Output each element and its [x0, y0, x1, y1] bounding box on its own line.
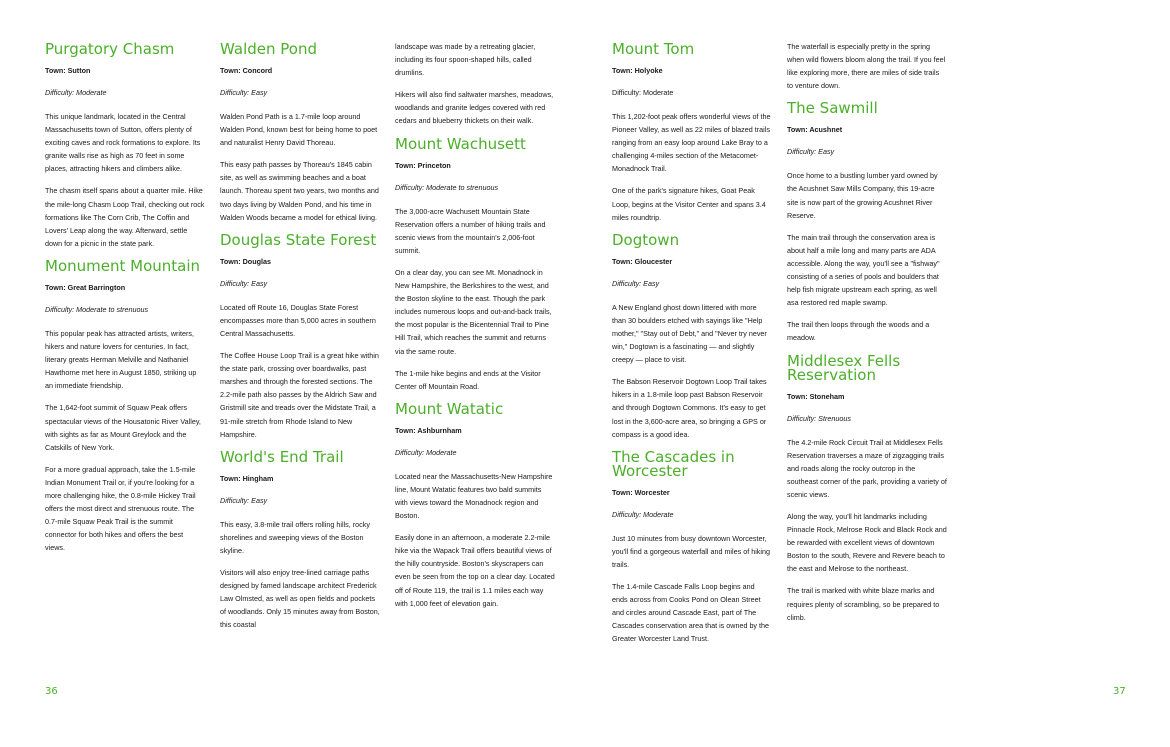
body-paragraph: Along the way, you'll hit landmarks including Pinnacle Rock, Melrose Rock and Black Rock and be rewarded with excellent views of downtown Boston to the south, Revere and Revere beach to the east and Melrose to the northeast.	[787, 511, 947, 574]
trail-title: Mount Wachusett	[395, 134, 526, 153]
trail-section	[220, 42, 380, 224]
trail-difficulty: Difficulty: Moderate to strenuous	[45, 304, 149, 314]
trail-title: Mount Watatic	[395, 399, 504, 418]
trail-title: Monument Mountain	[45, 256, 201, 275]
trail-town: Town: Sutton	[45, 66, 91, 75]
body-paragraph: A New England ghost down littered with more than 30 boulders etched with sayings like "Help mother," "Stay out of Debt," and "Never try never win," Dogtown is a fascinating — and slightly creepy — place to visit.	[612, 302, 767, 365]
trail-town: Town: Douglas	[220, 256, 271, 266]
body-paragraph: This easy path passes by Thoreau's 1845 cabin site, as well as swimming beaches and a boat launch. Thoreau spent two years, two months and two days living by Walden Pond, and his time in Walden Woods became a model for ethical living.	[220, 160, 379, 222]
trail-title: The Cascades in Worcester	[612, 447, 735, 480]
trail-title: Purgatory Chasm	[45, 40, 175, 58]
trail-section	[45, 42, 205, 250]
body-paragraph: For a more gradual approach, take the 1.5-mile Indian Monument Trail or, if you're looking for a more challenging hike, the 0.8-mile Hickey Trail offers the most direct and strenuous route. The 0.7-mile Squaw Peak Trail is the summit connector for both hikes and offers the best views.	[45, 464, 196, 553]
trail-section	[395, 134, 555, 393]
trail-difficulty: Difficulty: Easy	[787, 147, 835, 157]
trail-town: Town: Concord	[220, 66, 273, 75]
trail-difficulty: Difficulty: Easy	[612, 278, 660, 288]
trail-difficulty: Difficulty: Strenuous	[787, 413, 851, 423]
trail-title: Walden Pond	[220, 40, 317, 58]
trail-difficulty: Difficulty: Easy	[220, 278, 268, 288]
body-paragraph: This 1,202-foot peak offers wonderful views of the Pioneer Valley, as well as 22 miles of blazed trails ranging from an easy loop around Lake Bray to a challenging 4-miles section of the Metacomet-Monadnock Trail.	[612, 112, 771, 174]
trail-title: Dogtown	[612, 230, 680, 249]
body-paragraph: One of the park's signature hikes, Goat Peak Loop, begins at the Visitor Center and spans 3.4 miles roundtrip.	[612, 186, 766, 222]
text-column	[612, 40, 772, 654]
body-paragraph: The chasm itself spans about a quarter mile. Hike the mile-long Chasm Loop Trail, checking out rock formations like The Corn Crib, The Coffin and Lovers' Leap along the way. Afterward, settle down for a picnic in the state park.	[45, 186, 205, 248]
body-paragraph: Hikers will also find saltwater marshes, meadows, woodlands and granite ledges covered with red cedars and blueberry thickets on their walk.	[395, 90, 554, 126]
body-paragraph: Walden Pond Path is a 1.7-mile loop around Walden Pond, known best for being home to poet and naturalist Henry David Thoreau.	[220, 112, 378, 148]
body-paragraph: This popular peak has attracted artists, writers, hikers and nature lovers for centuries. In fact, literary greats Herman Melville and Nathaniel Hawthorne met here in August 1850, striking up an immediate friendship.	[45, 328, 197, 391]
body-paragraph: The 4.2-mile Rock Circuit Trail at Middlesex Fells Reservation traverses a maze of zigzagging trails and roads along the rocky outcrop in the southeast corner of the park, providing a variety of scenic views.	[787, 437, 947, 499]
body-paragraph: The waterfall is especially pretty in the spring when wild flowers bloom along the trail. If you feel like exploring more, there are miles of side trails to venture down.	[787, 42, 946, 91]
trail-section	[612, 42, 772, 224]
page-number: 37	[1113, 686, 1126, 697]
body-paragraph: The Babson Reservoir Dogtown Loop Trail takes hikers in a 1.8-mile loop past Babson Reservoir and through Dogtown Commons. It's easy to get lost in the 3,600-acre area, so bringing a GPS or compass is a good idea.	[612, 377, 767, 439]
body-paragraph: landscape was made by a retreating glacier, including its four spoon-shaped hills, called drumlins.	[395, 42, 536, 78]
trail-town: Town: Great Barrington	[45, 282, 126, 292]
trail-section	[220, 447, 380, 632]
trail-town: Town: Holyoke	[612, 66, 663, 75]
trail-difficulty: Difficulty: Moderate	[612, 509, 674, 519]
body-paragraph: Just 10 minutes from busy downtown Worcester, you'll find a gorgeous waterfall and miles of hiking trails.	[612, 533, 770, 569]
body-paragraph: The trail then loops through the woods and a meadow.	[787, 320, 930, 343]
body-paragraph: The 3,000-acre Wachusett Mountain State Reservation offers a number of hiking trails and scenic views from the mountain's 2,006-foot summit.	[395, 206, 546, 255]
trail-difficulty: Difficulty: Easy	[220, 88, 268, 97]
body-paragraph: Visitors will also enjoy tree-lined carriage paths designed by famed landscape architect Frederick Law Olmsted, as well as open fields and pockets of woodlands. Only 15 minutes away from Boston, this coastal	[220, 567, 380, 630]
trail-difficulty: Difficulty: Moderate	[612, 88, 674, 97]
body-paragraph: The Coffee House Loop Trail is a great hike within the state park, crossing over boardwalks, past marshes and through the forested sections. The 2.2-mile path also passes by the Aldrich Saw and Gristmill site and treads over the Midstate Trail, a 91-mile stretch from Rhode Island to New Hampshire.	[220, 351, 379, 439]
trail-section	[395, 40, 555, 128]
body-paragraph: The main trail through the conservation area is about half a mile long and many parts are ADA accessible. Along the way, you'll see a "fishway" consisting of a series of pools and boulders that help fish migrate upstream each spring, as well asa restored red maple swamp.	[787, 232, 940, 308]
trail-section	[787, 40, 947, 92]
trail-difficulty: Difficulty: Easy	[220, 495, 268, 505]
body-paragraph: Easily done in an afternoon, a moderate 2.2-mile hike via the Wapack Trail offers beautiful views of the hilly countryside. Boston's skyscrapers can even be seen from the top on a clear day. Located off of Route 119, the trail is 1.1 miles each way with 1,000 feet of elevation gain.	[395, 533, 555, 608]
trail-title: Middlesex Fells Reservation	[787, 351, 901, 384]
trail-difficulty: Difficulty: Moderate	[45, 88, 107, 97]
text-column	[45, 40, 205, 563]
body-paragraph: The trail is marked with white blaze marks and requires plenty of scrambling, so be prepared to climb.	[787, 586, 940, 622]
trail-section	[220, 230, 380, 441]
trail-section	[612, 230, 772, 441]
trail-difficulty: Difficulty: Moderate to strenuous	[395, 182, 499, 192]
body-paragraph: The 1-mile hike begins and ends at the Visitor Center off Mountain Road.	[395, 368, 541, 391]
body-paragraph: On a clear day, you can see Mt. Monadnock in New Hampshire, the Berkshires to the west, and the Boston skyline to the east. Though the park includes numerous loops and out-and-back trails, the most popular is the Bicentennial Trail to Pine Hill Trail, which reaches the summit and returns via the same route.	[395, 267, 552, 356]
trail-town: Town: Stoneham	[787, 391, 845, 401]
right-page	[585, 0, 1170, 747]
trail-section	[787, 101, 947, 344]
trail-town: Town: Acushnet	[787, 125, 843, 135]
body-paragraph: This easy, 3.8-mile trail offers rolling hills, rocky shorelines and sweeping views of the Boston skyline.	[220, 519, 370, 555]
trail-section	[787, 351, 947, 624]
trail-title: Douglas State Forest	[220, 230, 377, 249]
trail-section	[612, 447, 772, 646]
body-paragraph: The 1.4-mile Cascade Falls Loop begins and ends across from Cooks Pond on Olean Street and circles around Cascade East, part of The Cascades conservation area that is owned by the Greater Worcester Land Trust.	[612, 581, 770, 644]
trail-title: Mount Tom	[612, 40, 695, 58]
trail-title: World's End Trail	[220, 447, 344, 466]
text-column	[220, 40, 380, 640]
body-paragraph: This unique landmark, located in the Central Massachusetts town of Sutton, offers plenty of exciting caves and rock formations to explore. Its granite walls rise as high as 70 feet in some places, attracting hikers and climbers alike.	[45, 112, 201, 174]
body-paragraph: Located off Route 16, Douglas State Forest encompasses more than 5,000 acres in southern Central Massachusetts.	[220, 302, 376, 338]
body-paragraph: Once home to a bustling lumber yard owned by the Acushnet Saw Mills Company, this 19-acre site is now part of the growing Acushnet River Reserve.	[787, 171, 938, 220]
trail-section	[395, 399, 555, 610]
trail-town: Town: Hingham	[220, 473, 274, 483]
trail-section	[45, 256, 205, 555]
text-column	[395, 40, 555, 619]
trail-town: Town: Worcester	[612, 487, 670, 497]
trail-title: The Sawmill	[787, 99, 878, 118]
trail-difficulty: Difficulty: Moderate	[395, 447, 457, 457]
body-paragraph: The 1,642-foot summit of Squaw Peak offers spectacular views of the Housatonic River Valley, with sights as far as Mount Greylock and the Catskills of New York.	[45, 403, 201, 452]
page-number: 36	[45, 686, 58, 697]
trail-town: Town: Ashburnham	[395, 425, 462, 435]
trail-town: Town: Princeton	[395, 160, 451, 170]
body-paragraph: Located near the Massachusetts-New Hampshire line, Mount Watatic features two bald summits with views toward the Monadnock region and Boston.	[395, 471, 553, 521]
trail-town: Town: Gloucester	[612, 256, 673, 266]
text-column	[787, 40, 947, 633]
